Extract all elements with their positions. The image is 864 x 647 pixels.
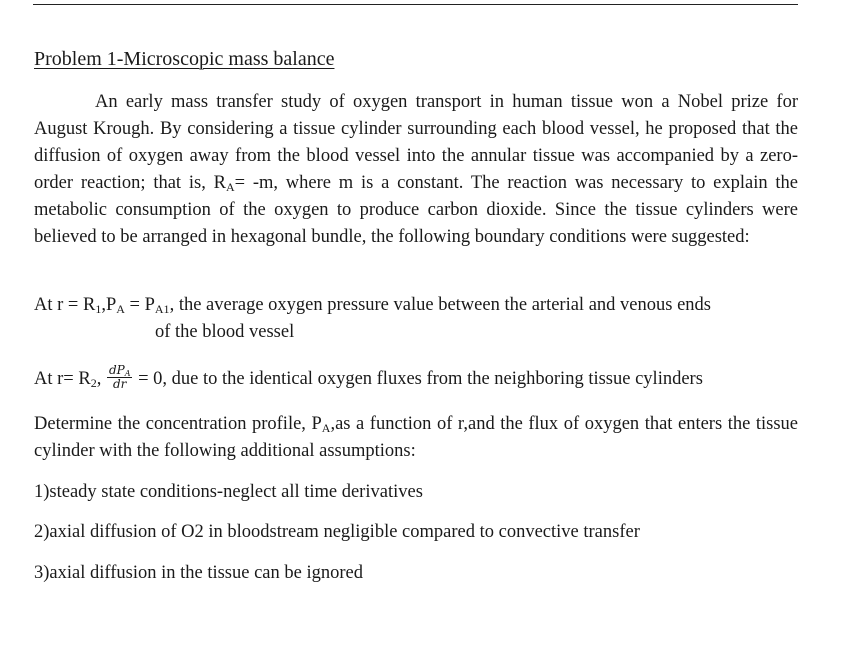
numerator-text: dP — [108, 363, 125, 378]
task-text: ,as a function of r,and the flux of oxygen that enters the tissue cylinder with the following additional assumptions: — [34, 414, 798, 461]
fraction-denominator: dr — [113, 377, 127, 392]
bc1-text: At r = R — [34, 295, 96, 315]
boundary-condition-1-continuation: of the blood vessel — [155, 322, 295, 342]
assumption-1: 1)steady state conditions-neglect all time derivatives — [34, 482, 423, 502]
intro-paragraph — [34, 89, 798, 251]
derivative-fraction — [107, 364, 133, 391]
top-rule — [33, 4, 798, 5]
bc1-sub: A — [116, 302, 125, 316]
boundary-condition-1 — [34, 292, 798, 319]
bc1-text: ,P — [101, 295, 117, 315]
bc1-text: , the average oxygen pressure value between the arterial and venous ends — [169, 295, 711, 315]
task-paragraph — [34, 411, 798, 465]
intro-text: An early mass transfer study of oxygen transport in human tissue won a Nobel prize for August Krough. By considering a tissue cylinder surrounding each blood vessel, he proposed that the diffusion of oxygen away from the blood vessel into the annular tissue was accompanied by a zero-order reaction; that is, R — [34, 92, 798, 193]
bc2-text: = 0, due to the identical oxygen fluxes from the neighboring tissue cylinders — [133, 369, 703, 389]
bc2-text: , — [96, 369, 106, 389]
task-sub: A — [321, 421, 331, 435]
intro-text-rest: = -m, where m is a constant. The reaction was necessary to explain the metabolic consumption of the oxygen to produce carbon dioxide. Since the tissue cylinders were believed to be arranged in hexagonal bundle, the following boundary conditions were suggested: — [34, 173, 799, 247]
problem-heading: Problem 1-Microscopic mass balance — [34, 48, 335, 70]
fraction-numerator — [107, 364, 133, 378]
task-text: Determine the concentration profile, P — [34, 414, 322, 434]
bc1-sub: 1 — [95, 302, 102, 316]
assumption-2: 2)axial diffusion of O2 in bloodstream negligible compared to convective transfer — [34, 522, 640, 542]
bc2-sub: 2 — [90, 376, 97, 390]
bc1-sub: A1 — [154, 302, 170, 316]
intro-subscript: A — [225, 180, 235, 194]
boundary-condition-2 — [34, 363, 798, 393]
assumption-3: 3)axial diffusion in the tissue can be ignored — [34, 563, 363, 583]
bc2-text: At r= R — [34, 369, 91, 389]
bc1-text: = P — [124, 295, 155, 315]
numerator-sub: A — [124, 369, 131, 379]
